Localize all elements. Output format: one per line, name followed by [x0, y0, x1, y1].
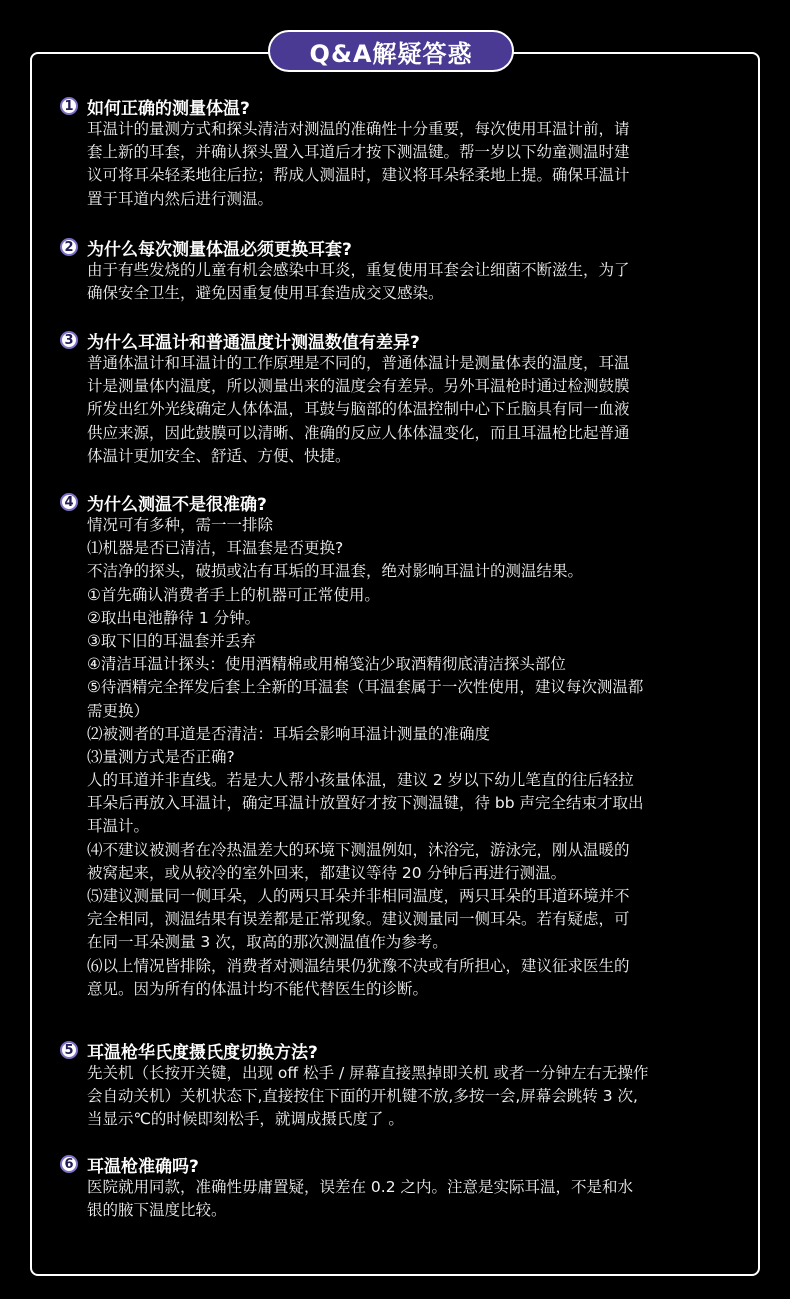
question-number-badge: 1	[60, 97, 78, 115]
question-text: 为什么耳温计和普通温度计测温数值有差异?	[87, 332, 420, 353]
answer-line: ⑵被测者的耳道是否清洁：耳垢会影响耳温计测量的准确度	[87, 724, 491, 743]
question-row	[60, 1038, 740, 1062]
answer-line: 套上新的耳套，并确认探头置入耳道后才按下测温键。帮一岁以下幼童测温时建	[87, 143, 630, 162]
answer-line: 会自动关机）关机状态下,直接按住下面的开机键不放,多按一会,屏幕会跳转 3 次,	[87, 1087, 638, 1106]
qa-item-6	[60, 1152, 740, 1222]
answer-line: ⑷不建议被测者在冷热温差大的环境下测温例如，沐浴完，游泳完，刚从温暖的	[87, 840, 630, 859]
answer-line: 耳温计。	[87, 817, 150, 836]
answer-line: 银的腋下温度比较。	[87, 1201, 227, 1220]
answer-line: 需更换）	[87, 701, 150, 720]
answer-line: 意见。因为所有的体温计均不能代替医生的诊断。	[87, 979, 429, 998]
answer-line: 完全相同，测温结果有误差都是正常现象。建议测量同一侧耳朵。若有疑虑，可	[87, 910, 630, 929]
question-row	[60, 1152, 740, 1176]
answer-line: 供应来源，因此鼓膜可以清晰、准确的反应人体体温变化，而且耳温枪比起普通	[87, 423, 630, 442]
answer-line: 耳温计的量测方式和探头清洁对测温的准确性十分重要，每次使用耳温计前，请	[87, 120, 630, 138]
question-text: 耳温枪华氏度摄氏度切换方法?	[87, 1042, 318, 1063]
answer-line: ⑹以上情况皆排除，消费者对测温结果仍犹豫不决或有所担心，建议征求医生的	[87, 956, 630, 975]
answer-line: 情况可有多种，需一一排除	[87, 516, 274, 534]
qa-item-5	[60, 1038, 740, 1132]
answer-line: 置于耳道内然后进行测温。	[87, 189, 274, 208]
answer-line: 体温计更加安全、舒适、方便、快捷。	[87, 446, 351, 465]
question-number-badge: 5	[60, 1041, 78, 1059]
page-title: Q&A解疑答惑	[268, 30, 514, 72]
qa-item-1	[60, 94, 740, 211]
answer-line: 确保安全卫生，避免因重复使用耳套造成交叉感染。	[87, 284, 444, 303]
answer-line: 耳朵后再放入耳温计，确定耳温计放置好才按下测温键，待 bb 声完全结束才取出	[87, 794, 644, 813]
question-row	[60, 94, 740, 118]
answer-line: ⑸建议测量同一侧耳朵，人的两只耳朵并非相同温度，两只耳朵的耳道环境并不	[87, 887, 630, 905]
question-number-badge: 6	[60, 1155, 78, 1173]
question-number-badge: 4	[60, 493, 78, 511]
answer-line: 不洁净的探头，破损或沾有耳垢的耳温套，绝对影响耳温计的测温结果。	[87, 562, 584, 581]
answer-line: 先关机（长按开关键，出现 off 松手 / 屏幕直接黑掉即关机 或者一分钟左右无操作	[87, 1064, 649, 1082]
answer-line: 普通体温计和耳温计的工作原理是不同的，普通体温计是测量体表的温度，耳温	[87, 354, 630, 372]
answer-line: ④清洁耳温计探头：使用酒精棉或用棉笺沾少取酒精彻底清洁探头部位	[87, 655, 566, 674]
qa-item-2	[60, 235, 740, 305]
answer-line: 当显示℃的时候即刻松手，就调成摄氏度了 。	[87, 1110, 404, 1129]
answer-line: 计是测量体内温度，所以测量出来的温度会有差异。另外耳温枪时通过检测鼓膜	[87, 377, 630, 396]
answer-line: 被窝起来，或从较冷的室外回来，都建议等待 20 分钟后再进行测温。	[87, 863, 567, 882]
answer-line: ②取出电池静待 1 分钟。	[87, 608, 261, 627]
answer-line: ③取下旧的耳温套并丢弃	[87, 631, 256, 650]
question-text: 为什么每次测量体温必须更换耳套?	[87, 239, 352, 260]
question-row	[60, 235, 740, 259]
question-text: 为什么测温不是很准确?	[87, 494, 267, 515]
qa-item-3	[60, 328, 740, 468]
answer-line: 医院就用同款，准确性毋庸置疑，误差在 0.2 之内。注意是实际耳温，不是和水	[87, 1178, 634, 1196]
answer-line: 议可将耳朵轻柔地往后拉；帮成人测温时，建议将耳朵轻柔地上提。确保耳温计	[87, 166, 630, 185]
question-number-badge: 2	[60, 238, 78, 256]
question-number-badge: 3	[60, 331, 78, 349]
qa-item-4	[60, 490, 740, 1001]
answer-line: 所发出红外光线确定人体体温，耳鼓与脑部的体温控制中心下丘脑具有同一血液	[87, 400, 630, 419]
answer-line: ⑴机器是否已清洁，耳温套是否更换?	[87, 539, 344, 558]
answer-line: ⑤待酒精完全挥发后套上全新的耳温套（耳温套属于一次性使用，建议每次测温都	[87, 678, 644, 697]
answer-line: ⑶量测方式是否正确?	[87, 747, 235, 766]
question-text: 耳温枪准确吗?	[87, 1156, 199, 1177]
question-row	[60, 490, 740, 514]
answer-line: 人的耳道并非直线。若是大人帮小孩量体温，建议 2 岁以下幼儿笔直的往后轻拉	[87, 771, 634, 790]
answer-line: ①首先确认消费者手上的机器可正常使用。	[87, 585, 380, 604]
question-row	[60, 328, 740, 352]
question-text: 如何正确的测量体温?	[87, 98, 250, 119]
answer-line: 由于有些发烧的儿童有机会感染中耳炎，重复使用耳套会让细菌不断滋生，为了	[87, 261, 630, 279]
answer-line: 在同一耳朵测量 3 次，取高的那次测温值作为参考。	[87, 933, 448, 952]
